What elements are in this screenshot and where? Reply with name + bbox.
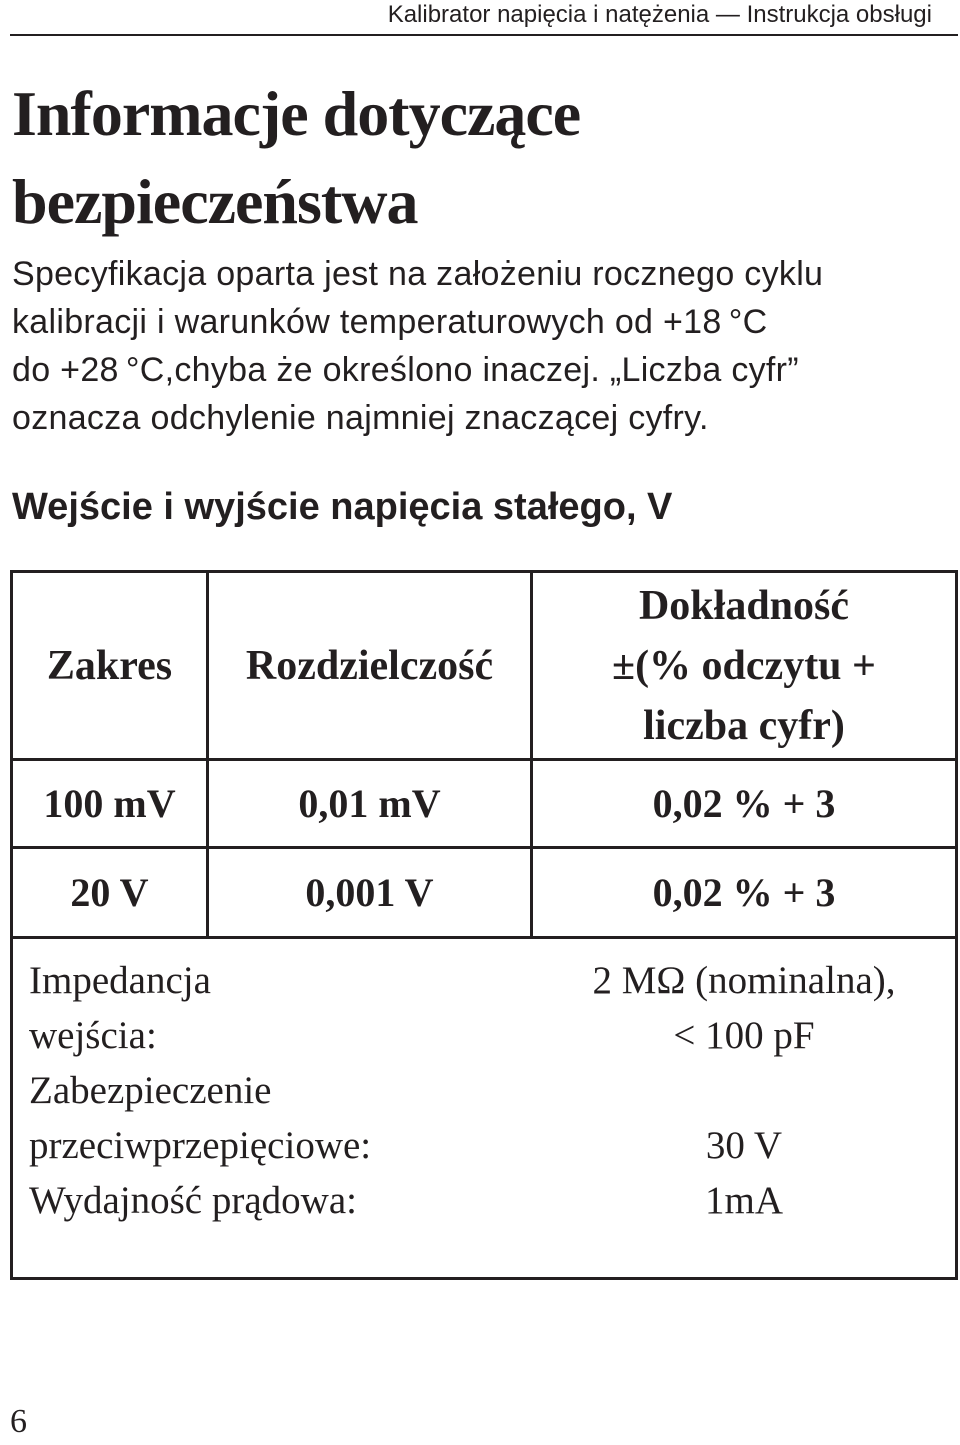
table-row	[13, 849, 955, 939]
note-label: Zabezpieczenie	[29, 1069, 272, 1112]
intro-line3: do +28 °C,chyba że określono inaczej. „Liczba cyfr”	[12, 351, 799, 389]
table-header-row	[13, 573, 955, 761]
page-title	[12, 70, 912, 246]
row-resolution: 0,001 V	[209, 849, 533, 936]
note-label: Wydajność prądowa:	[29, 1179, 357, 1222]
row-resolution: 0,01 mV	[209, 761, 533, 846]
section-heading: Wejście i wyjście napięcia stałego, V	[12, 486, 673, 528]
note-label: Impedancja	[29, 959, 211, 1002]
running-header-text: Kalibrator napięcia i natężenia — Instrukcja obsługi	[387, 1, 932, 28]
header-resolution: Rozdzielczość	[209, 573, 533, 758]
header-accuracy-line1: Dokładność	[638, 582, 850, 629]
notes-values	[533, 953, 955, 1228]
row-accuracy: 0,02 % + 3	[652, 781, 836, 826]
intro-line1: Specyfikacja oparta jest na założeniu rocznego cyklu	[12, 255, 824, 293]
note-value: 1mA	[705, 1179, 783, 1222]
table-notes	[13, 939, 955, 1277]
page-title-line2: bezpieczeństwa	[12, 166, 418, 237]
note-label: przeciwprzepięciowe:	[29, 1124, 372, 1167]
note-value: 2 MΩ (nominalna),	[592, 959, 896, 1002]
header-range: Zakres	[13, 573, 209, 758]
page-title-line1: Informacje dotyczące	[12, 78, 581, 149]
header-accuracy	[533, 573, 955, 758]
intro-line2: kalibracji i warunków temperaturowych od +18 °C	[12, 303, 768, 341]
row-range: 100 mV	[13, 761, 209, 846]
running-header	[10, 0, 958, 36]
page-number: 6	[10, 1403, 27, 1440]
intro-line4: oznacza odchylenie najmniej znaczącej cyfry.	[12, 399, 709, 437]
intro-paragraph	[12, 250, 958, 442]
note-label: wejścia:	[29, 1014, 157, 1057]
table-row	[13, 761, 955, 849]
note-value: < 100 pF	[673, 1014, 815, 1057]
spec-table	[10, 570, 958, 1280]
header-accuracy-line3: liczba cyfr)	[643, 702, 845, 749]
note-value	[533, 1063, 955, 1118]
row-range: 20 V	[13, 849, 209, 936]
row-accuracy: 0,02 % + 3	[652, 870, 836, 915]
header-accuracy-line2: ±(% odczytu +	[612, 642, 876, 689]
note-value: 30 V	[705, 1124, 783, 1167]
notes-labels	[29, 953, 509, 1228]
